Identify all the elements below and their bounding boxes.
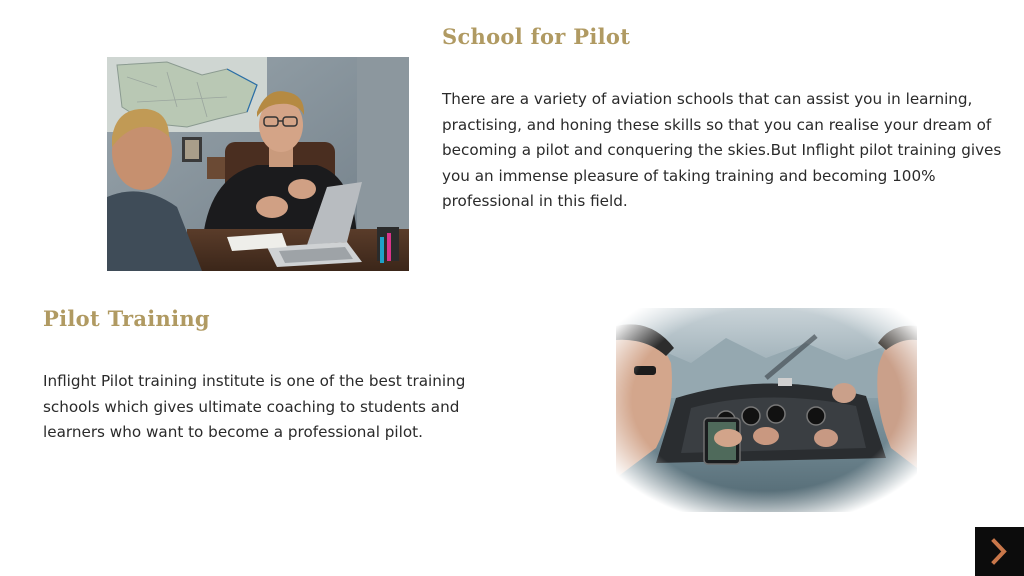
- office-discussion-photo: [107, 57, 409, 271]
- section-heading-school-for-pilot: School for Pilot: [442, 24, 631, 49]
- section-heading-pilot-training: Pilot Training: [43, 306, 210, 331]
- chevron-right-icon: [975, 527, 1024, 576]
- cockpit-training-photo: [616, 308, 917, 512]
- section-body-pilot-training: Inflight Pilot training institute is one of the best training schools which gives ultimate coaching to students and learners who want to become a professional pilot.: [43, 372, 466, 441]
- next-slide-button[interactable]: [975, 527, 1024, 576]
- section-body-school-for-pilot: There are a variety of aviation schools that can assist you in learning, practising, and honing these skills so that you can realise your dream of becoming a pilot and conquering the skies.But Inflight pilot training gives you an immense pleasure of taking training and becoming 100% professional in this field.: [442, 90, 1002, 210]
